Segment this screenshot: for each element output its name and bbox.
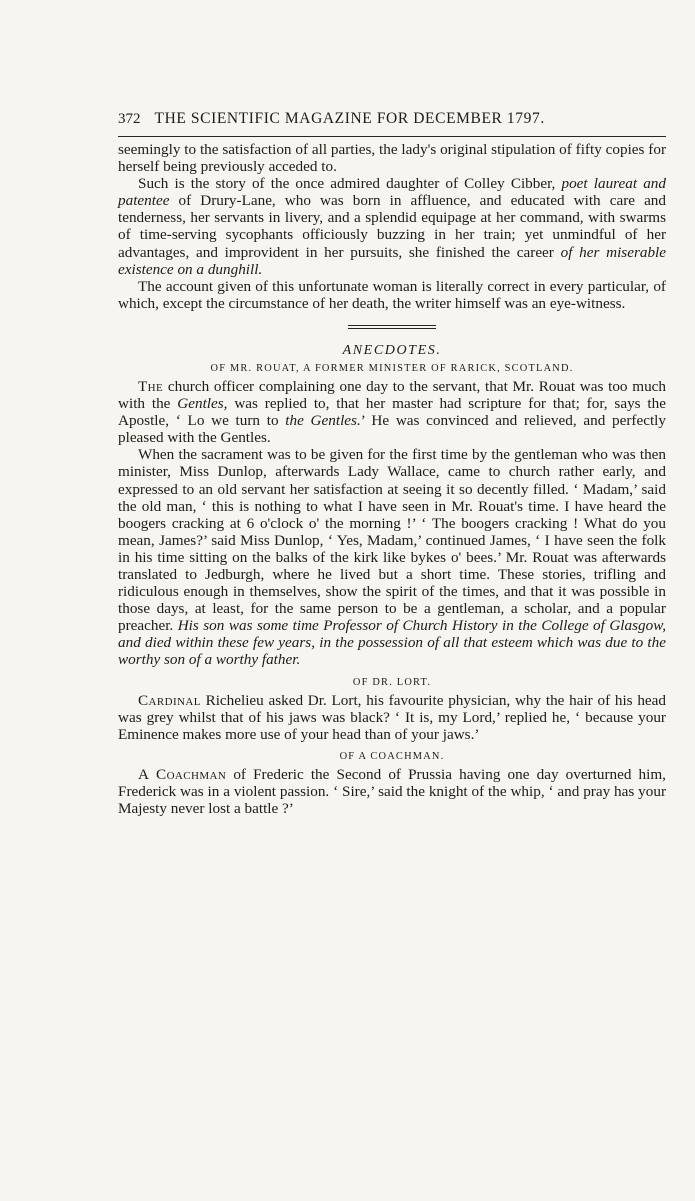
rouat-p2-a: When the sacrament was to be given for the first time by the gentleman who was then minister, Miss Dunlop, afterwards Lady Wallace, came to church rather early, and expressed to an old servant her satisfaction at seeing it so decently filled. ‘ Madam,’ said the old man, ‘ this is nothing to what I have seen in Mr. Rouat's time. I have heard the boogers cracking at 6 o'clock o' the morning !’ ‘ The boogers cracking ! What do you mean, James?’ said Miss Dunlop, ‘ Yes, Madam,’ continued James, ‘ I have seen the folk in his time sitting on the balks of the kirk like bykes o' bees.’ Mr. Rouat was afterwards translated to Jedburgh, where he lived but a short time. These stories, trifling and ridiculous enough in themselves, show the spirit of the times, and that it was possible in those days, at least, for the same person to be a gentleman, a scholar, and a popular preacher. — [118, 446, 666, 635]
intro-p2-italic-b: poet laureat and patentee — [118, 175, 666, 210]
rouat-lead-word: The — [138, 377, 164, 395]
section-divider — [348, 325, 436, 329]
intro-paragraph-2 — [118, 175, 666, 278]
page-number: 372 — [118, 111, 141, 127]
lort-heading: OF DR. LORT. — [352, 676, 432, 688]
lort-text: Richelieu asked Dr. Lort, his favourite physician, why the hair of his head was grey whilst that of his jaws was black? ‘ It is, my Lord,’ replied he, ‘ because your Eminence makes more use of your head than of your jaws.’ — [118, 691, 666, 743]
running-title: THE SCIENTIFIC MAGAZINE FOR DECEMBER 1797. — [154, 110, 545, 127]
rouat-paragraph-2 — [118, 446, 666, 668]
header-rule — [118, 136, 666, 137]
intro-p2-text-a: Such is the story of the once admired daughter of Colley Cibber, — [138, 175, 562, 193]
intro-p2-italic-d: of her miserable existence on a dunghill. — [118, 243, 666, 278]
intro-paragraph-1 — [118, 141, 666, 175]
intro-p3-text: The account given of this unfortunate woman is literally correct in every particular, of which, except the circumstance of her death, the writer himself was an eye-witness. — [118, 277, 666, 312]
rouat-p1-e: ’ He was convinced and relieved, and perfectly pleased with the Gentles. — [118, 412, 666, 447]
running-header — [118, 110, 666, 128]
coachman-text: of Frederic the Second of Prussia having one day overturned him, Frederick was in a violent passion. ‘ Sire,’ said the knight of the whip, ‘ and pray has your Majesty never lost a battle ?’ — [118, 765, 666, 817]
rouat-p1-d: the Gentles. — [285, 412, 361, 430]
lort-paragraph — [118, 692, 666, 743]
rouat-paragraph-1 — [118, 378, 666, 446]
rouat-p1-c: was replied to, that her master had scripture for that; for, says the Apostle, ‘ Lo we turn to — [118, 395, 666, 430]
coachman-heading: OF A COACHMAN. — [339, 750, 445, 762]
rouat-p1-a: church officer complaining one day to the servant, that Mr. Rouat was too much with the — [118, 377, 666, 413]
intro-p1-text: seemingly to the satisfaction of all parties, the lady's original stipulation of fifty copies for herself being previously acceded to. — [118, 141, 666, 176]
intro-paragraph-3 — [118, 278, 666, 312]
lort-lead-word: Cardinal — [138, 691, 201, 709]
coachman-paragraph — [118, 766, 666, 817]
rouat-p1-b: Gentles, — [177, 395, 228, 413]
rouat-heading: OF MR. ROUAT, A FORMER MINISTER OF RARICK, SCOTLAND. — [210, 362, 574, 374]
anecdotes-title: ANECDOTES. — [342, 342, 442, 358]
coachman-lead-word: A Coachman — [138, 765, 227, 783]
rouat-p2-italic: His son was some time Professor of Church History in the College of Glasgow, and died within these few years, in the possession of all that esteem which was due to the worthy son of a worthy father. — [118, 617, 666, 669]
magazine-page — [118, 110, 666, 817]
intro-p2-text-c: of Drury-Lane, who was born in affluence, and educated with care and tenderness, her servants in livery, and a splendid equipage at her command, with swarms of time-serving sycophants officiously buzzing in her train; yet unmindful of her advantages, and improvident in her pursuits, she finished the career — [118, 192, 666, 261]
